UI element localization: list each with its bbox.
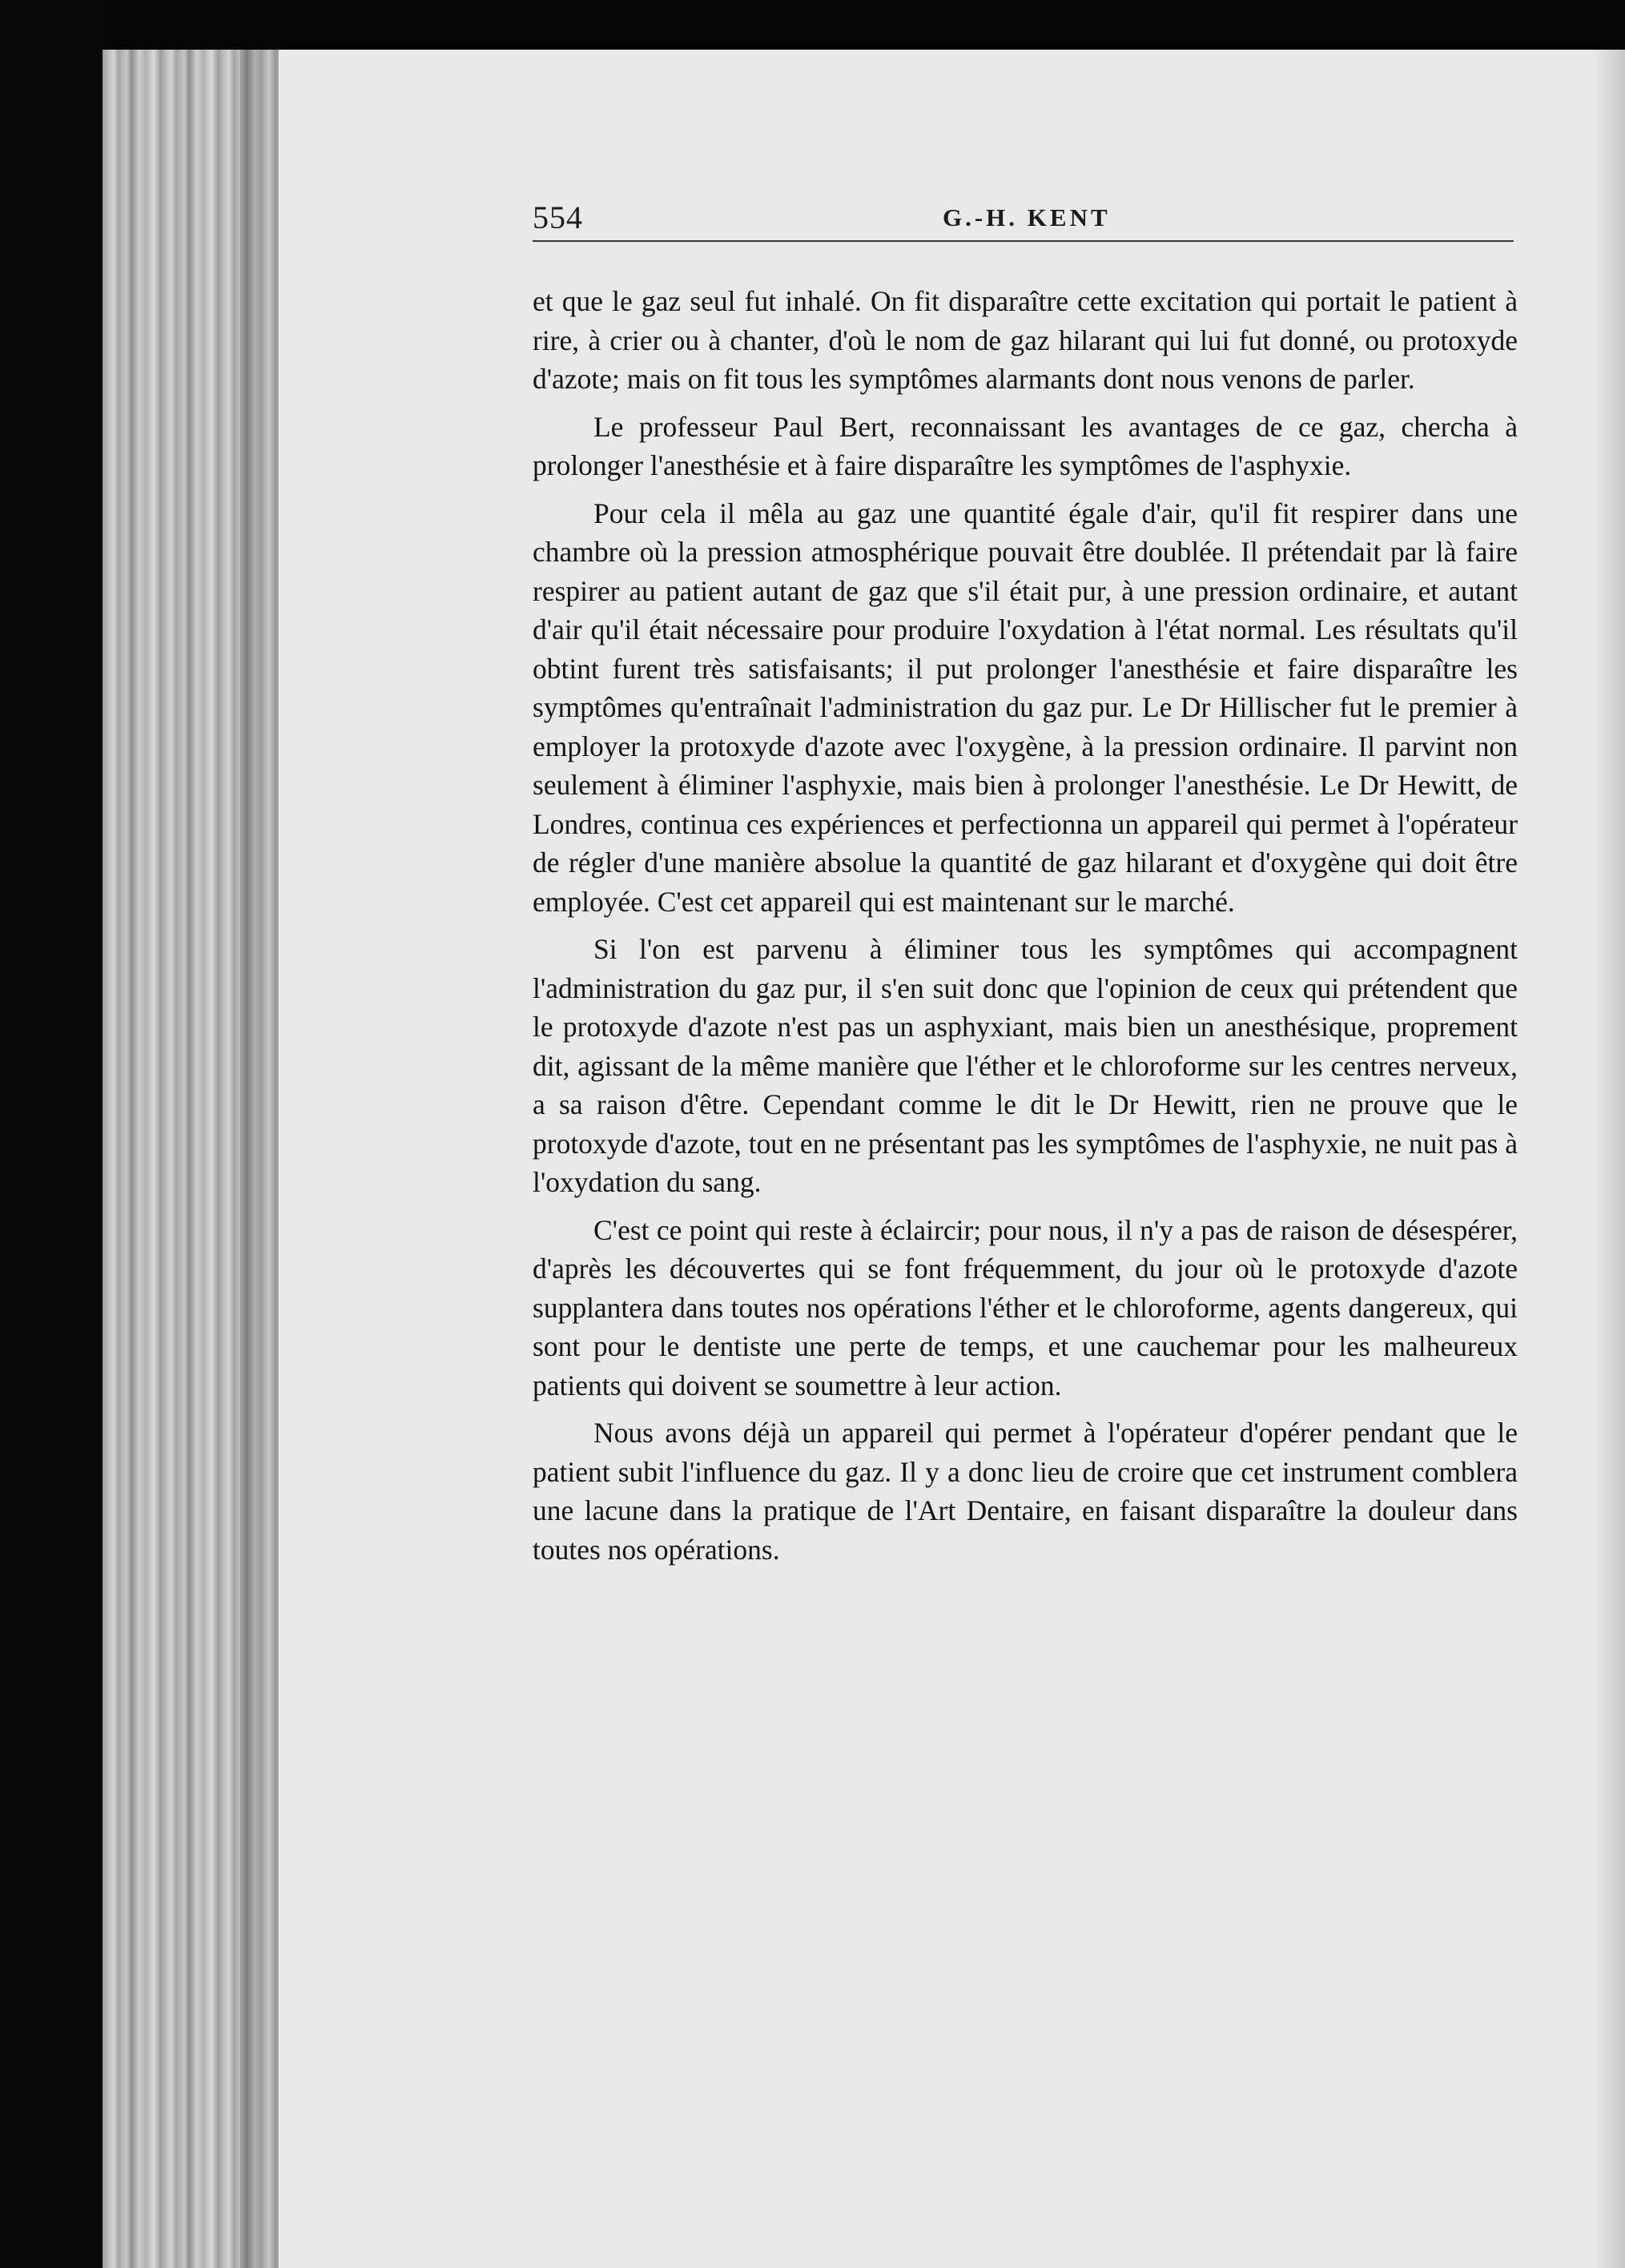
- paragraph-1: et que le gaz seul fut inhalé. On fit disparaître cette excitation qui portait le patient à rire, à crier ou à chanter, d'où le nom de gaz hilarant qui lui fut donné, ou protoxyde d'azote; mais on fit tous les symptômes alarmants dont nous venons de parler.: [533, 285, 1518, 395]
- running-title: G.-H. KENT: [943, 203, 1111, 231]
- paragraph-4: Si l'on est parvenu à éliminer tous les symptômes qui accompagnent l'administration du gaz pur, il s'en suit donc que l'opinion de ceux qui prétendent que le protoxyde d'azote n'est pas un asphyxiant, mais bien un anesthésique, proprement dit, agissant de la même manière que l'éther et le chloroforme sur les centres nerveux, a sa raison d'être. Cependant comme le dit le Dr Hewitt, rien ne prouve que le protoxyde d'azote, tout en ne présentant pas les symptômes de l'asphyxie, ne nuit pas à l'oxydation du sang.: [533, 933, 1518, 1198]
- paragraph-2: Le professeur Paul Bert, reconnaissant les avantages de ce gaz, chercha à prolonger l'anesthésie et à faire disparaître les symptômes de l'asphyxie.: [533, 410, 1518, 481]
- paragraph-5: C'est ce point qui reste à éclaircir; pour nous, il n'y a pas de raison de désespérer, d'après les découvertes qui se font fréquemment, du jour où le protoxyde d'azote supplantera dans toutes nos opérations l'éther et le chloroforme, agents dangereux, qui sont pour le dentiste une perte de temps, et une cauchemar pour les malheureux patients qui doivent se soumettre à leur action.: [533, 1213, 1518, 1401]
- page-number: 554: [533, 199, 583, 235]
- paragraph-3: Pour cela il mêla au gaz une quantité égale d'air, qu'il fit respirer dans une chambre où la pression atmosphérique pouvait être doublée. Il prétendait par là faire respirer au patient autant de gaz que s'il était pur, à une pression ordinaire, et autant d'air qu'il était nécessaire pour produire l'oxydation à l'état normal. Les résultats qu'il obtint furent très satisfaisants; il put prolonger l'anesthésie et faire disparaître les symptômes qu'entraînait l'administration du gaz pur. Le Dr Hillischer fut le premier à employer la protoxyde d'azote avec l'oxygène, à la pression ordinaire. Il parvint non seulement à éliminer l'asphyxie, mais bien à prolonger l'anesthésie. Le Dr Hewitt, de Londres, continua ces expériences et perfectionna un appareil qui permet à l'opérateur de régler d'une manière absolue la quantité de gaz hilarant et d'oxygène qui doit être employée. C'est cet appareil qui est maintenant sur le marché.: [533, 497, 1518, 918]
- header-rule: [533, 240, 1514, 242]
- page-edge-shade: [1593, 50, 1625, 2268]
- body-text: [533, 282, 1518, 1578]
- running-head: [533, 199, 1514, 247]
- paragraph-6: Nous avons déjà un appareil qui permet à l'opérateur d'opérer pendant que le patient subit l'influence du gaz. Il y a donc lieu de croire que cet instrument comblera une lacune dans la pratique de l'Art Dentaire, en faisant disparaître la douleur dans toutes nos opérations.: [533, 1417, 1518, 1566]
- scan-left-border: [0, 0, 103, 2268]
- scan-top-border: [0, 0, 1625, 50]
